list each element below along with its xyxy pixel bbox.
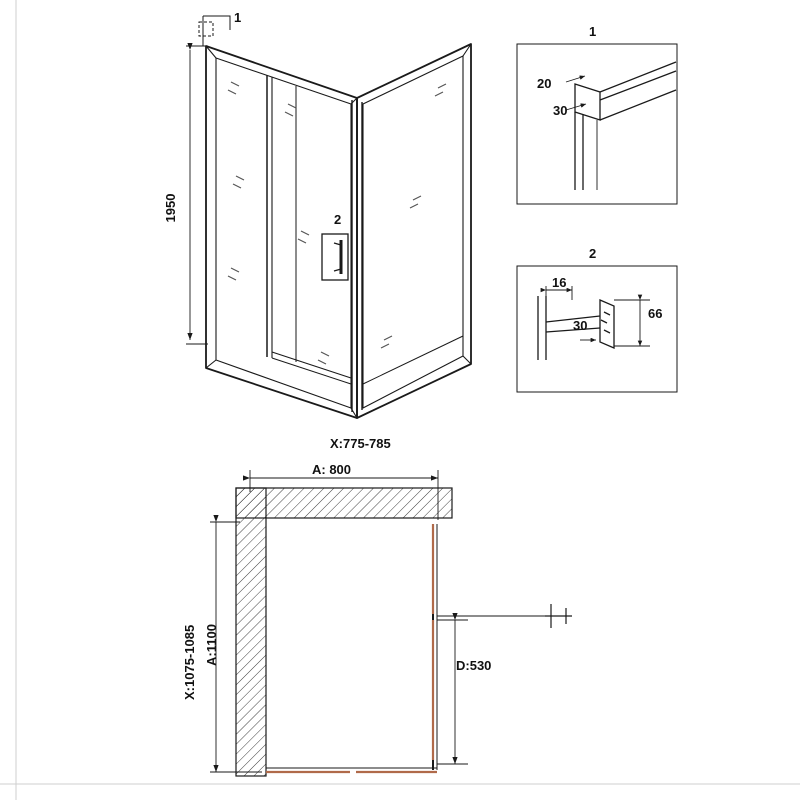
detail-2-dim-16: 16 bbox=[552, 275, 567, 290]
dimension-1950-label: 1950 bbox=[163, 193, 178, 223]
iso-x-range-label: X:775-785 bbox=[330, 436, 391, 451]
detail-2-dim-30: 30 bbox=[573, 318, 588, 333]
plan-depth-a-label: A:1100 bbox=[204, 624, 219, 666]
plan-depth-x-label: X:1075-1085 bbox=[182, 624, 197, 700]
plan-wall-hatch bbox=[236, 488, 452, 776]
detail-1-title: 1 bbox=[589, 24, 597, 39]
detail-1-dimensions bbox=[566, 76, 586, 110]
detail-1-dim-20: 20 bbox=[537, 76, 552, 91]
callout-1-marker bbox=[199, 16, 230, 46]
callout-1-label: 1 bbox=[234, 10, 242, 25]
plan-door-leaves bbox=[266, 524, 437, 772]
dimension-height-1950 bbox=[186, 46, 208, 344]
detail-1-dim-30: 30 bbox=[553, 103, 568, 118]
detail-2-dim-66: 66 bbox=[648, 306, 663, 321]
door-handle bbox=[322, 234, 348, 280]
callout-2-label: 2 bbox=[334, 212, 342, 227]
detail-2-box bbox=[517, 266, 677, 392]
isometric-enclosure bbox=[206, 44, 471, 418]
plan-handle-symbol bbox=[437, 604, 572, 628]
detail-2-title: 2 bbox=[589, 246, 597, 261]
detail-1-geometry bbox=[575, 62, 676, 190]
plan-enclosure bbox=[266, 524, 437, 770]
plan-door-label: D:530 bbox=[456, 658, 492, 673]
plan-width-label: A: 800 bbox=[312, 462, 352, 477]
